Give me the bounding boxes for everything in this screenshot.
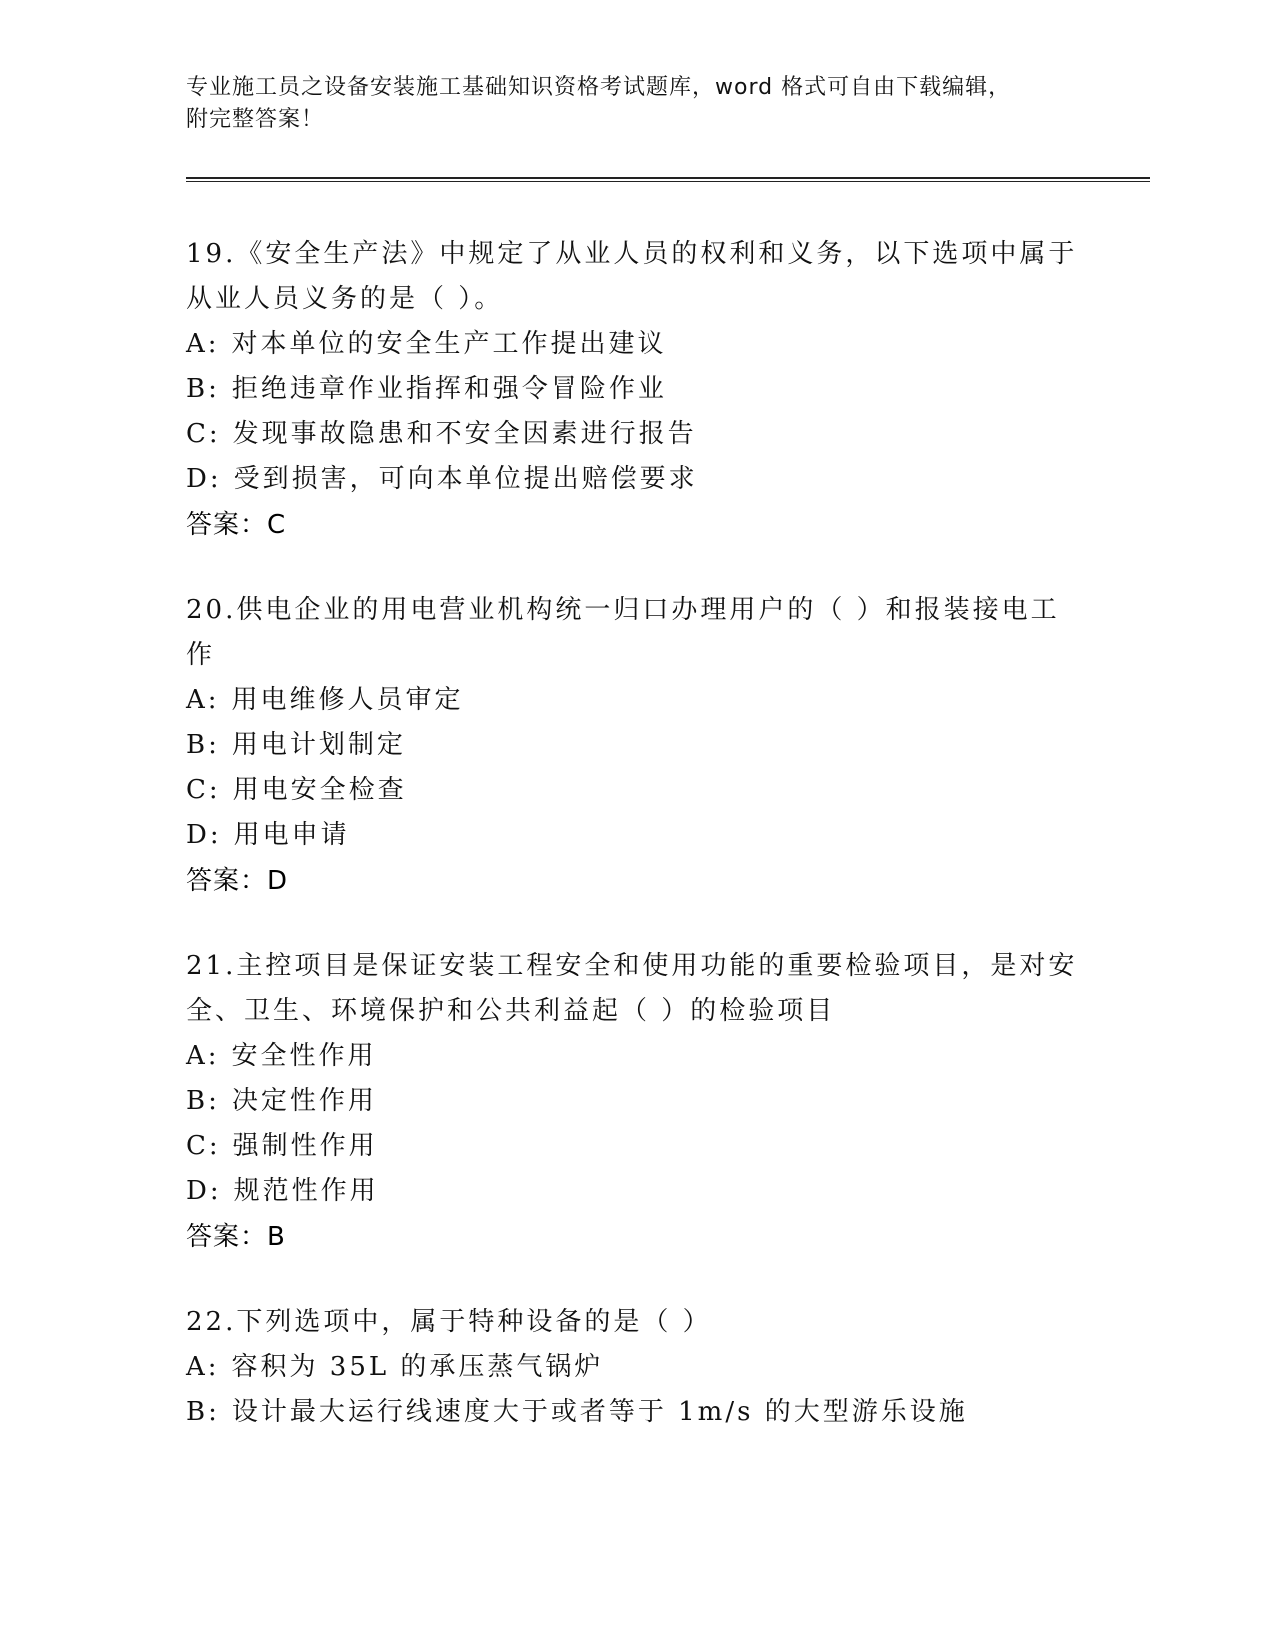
option-key: D: <box>186 1176 222 1206</box>
option-text: 拒绝违章作业指挥和强令冒险作业 <box>231 374 667 404</box>
option-b <box>186 1390 1086 1435</box>
option-text: 强制性作用 <box>232 1131 378 1161</box>
option-key: D: <box>186 464 222 494</box>
option-key: C: <box>186 775 221 805</box>
question-list <box>186 232 1086 1475</box>
option-a <box>186 322 1086 367</box>
option-key: D: <box>186 820 222 850</box>
answer-line: 答案：B <box>186 1222 286 1252</box>
option-c <box>186 1124 1086 1169</box>
option-text: 决定性作用 <box>231 1086 377 1116</box>
question-stem: 21.主控项目是保证安装工程安全和使用功能的重要检验项目，是对安全、卫生、环境保护和公共利益起（ ）的检验项目 <box>186 951 1078 1026</box>
option-a <box>186 678 1086 723</box>
option-key: B: <box>186 1086 220 1116</box>
document-header <box>186 72 1066 136</box>
option-text: 安全性作用 <box>231 1041 377 1071</box>
question-21 <box>186 944 1086 1260</box>
option-b <box>186 367 1086 412</box>
question-22 <box>186 1300 1086 1435</box>
option-text: 容积为 35L 的承压蒸气锅炉 <box>231 1352 604 1382</box>
option-key: C: <box>186 1131 221 1161</box>
option-key: C: <box>186 419 221 449</box>
option-a <box>186 1345 1086 1390</box>
option-key: B: <box>186 374 220 404</box>
option-c <box>186 412 1086 457</box>
option-text: 用电安全检查 <box>232 775 407 805</box>
option-d <box>186 1169 1086 1214</box>
question-20 <box>186 588 1086 904</box>
option-d <box>186 457 1086 502</box>
answer-line: 答案：D <box>186 866 289 896</box>
option-key: A: <box>186 1352 220 1382</box>
option-key: A: <box>186 685 220 715</box>
option-text: 设计最大运行线速度大于或者等于 1m/s 的大型游乐设施 <box>231 1397 968 1427</box>
question-stem: 19.《安全生产法》中规定了从业人员的权利和义务，以下选项中属于从业人员义务的是（ ）。 <box>186 239 1078 314</box>
option-a <box>186 1034 1086 1079</box>
option-key: B: <box>186 1397 220 1427</box>
header-line-1: 专业施工员之设备安装施工基础知识资格考试题库，word 格式可自由下载编辑， <box>186 75 1012 100</box>
option-key: B: <box>186 730 220 760</box>
option-c <box>186 768 1086 813</box>
option-text: 发现事故隐患和不安全因素进行报告 <box>232 419 697 449</box>
question-19 <box>186 232 1086 548</box>
option-key: A: <box>186 329 220 359</box>
option-key: A: <box>186 1041 220 1071</box>
option-text: 对本单位的安全生产工作提出建议 <box>231 329 667 359</box>
option-b <box>186 1079 1086 1124</box>
question-stem: 22.下列选项中，属于特种设备的是（ ） <box>186 1307 712 1337</box>
answer-line: 答案：C <box>186 510 287 540</box>
option-d <box>186 813 1086 858</box>
option-text: 受到损害，可向本单位提出赔偿要求 <box>233 464 698 494</box>
option-text: 用电维修人员审定 <box>231 685 464 715</box>
question-stem: 20.供电企业的用电营业机构统一归口办理用户的（ ）和报装接电工作 <box>186 595 1060 670</box>
header-divider <box>186 177 1150 182</box>
option-b <box>186 723 1086 768</box>
header-line-2: 附完整答案！ <box>186 107 325 132</box>
option-text: 用电计划制定 <box>231 730 406 760</box>
option-text: 规范性作用 <box>233 1176 379 1206</box>
option-text: 用电申请 <box>233 820 350 850</box>
